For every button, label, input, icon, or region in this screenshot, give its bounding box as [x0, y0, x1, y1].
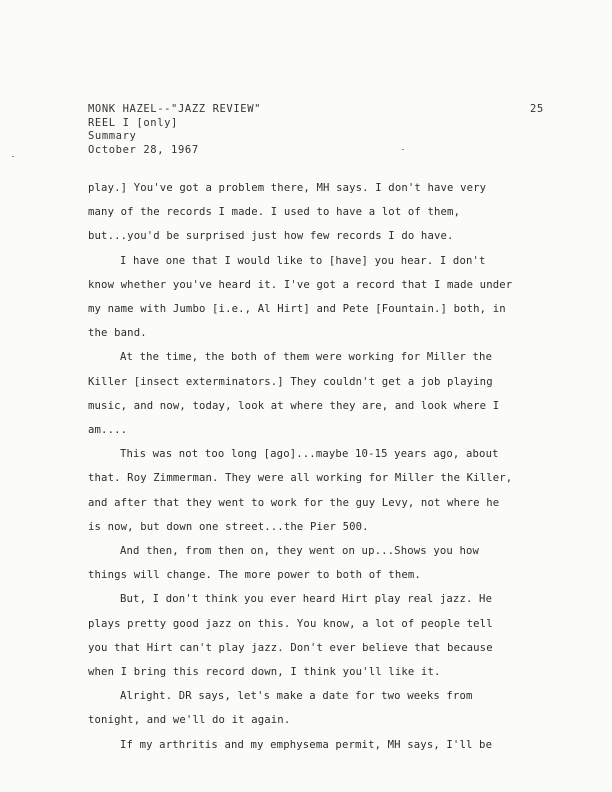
text-line: But, I don't think you ever heard Hirt play real jazz. He	[120, 593, 493, 606]
text-line: plays pretty good jazz on this. You know, a lot of people tell	[88, 617, 493, 630]
text-line: my name with Jumbo [i.e., Al Hirt] and Pete [Fountain.] both, in	[88, 303, 506, 316]
text-line: is now, but down one street...the Pier 500.	[88, 520, 369, 533]
text-line: And then, from then on, they went on up...Shows you how	[120, 545, 480, 558]
header-reel: REEL I [only]	[88, 116, 178, 129]
paragraph	[88, 733, 560, 757]
text-line: when I bring this record down, I think you'll like it.	[88, 666, 441, 679]
text-line: am....	[88, 424, 128, 437]
text-line: At the time, the both of them were working for Miller the	[120, 351, 493, 364]
text-line: you that Hirt can't play jazz. Don't ever believe that because	[88, 641, 493, 654]
text-line: Killer [insect exterminators.] They couldn't get a job playing	[88, 375, 493, 388]
text-line: Alright. DR says, let's make a date for two weeks from	[120, 690, 473, 703]
paragraph	[88, 249, 560, 346]
text-line: the band.	[88, 327, 147, 340]
paragraph	[88, 539, 560, 587]
header-summary: Summary	[88, 130, 137, 142]
text-line: play.] You've got a problem there, MH says. I don't have very	[88, 182, 487, 194]
text-line: This was not too long [ago]...maybe 10-15 years ago, about	[120, 448, 499, 461]
text-line: that. Roy Zimmerman. They were all working for Miller the Killer,	[88, 472, 513, 485]
text-line: many of the records I made. I used to have a lot of them,	[88, 206, 461, 219]
paragraph	[88, 345, 560, 442]
page-number: 25	[530, 103, 544, 115]
paragraph	[88, 587, 560, 684]
paragraph	[88, 442, 560, 539]
text-line: know whether you've heard it. I've got a record that I made under	[88, 278, 513, 291]
text-line: but...you'd be surprised just how few records I do have.	[88, 230, 454, 243]
header-date: October 28, 1967	[88, 143, 199, 156]
header-title: MONK HAZEL--"JAZZ REVIEW"	[88, 103, 262, 115]
text-line: music, and now, today, look at where they are, and look where I	[88, 399, 500, 412]
scan-speck	[402, 149, 404, 150]
paragraph	[88, 684, 560, 732]
transcript-body	[88, 176, 560, 757]
text-line: If my arthritis and my emphysema permit, MH says, I'll be	[120, 738, 493, 751]
text-line: and after that they went to work for the guy Levy, not where he	[88, 496, 500, 509]
text-line: things will change. The more power to both of them.	[88, 569, 421, 582]
text-line: tonight, and we'll do it again.	[88, 714, 291, 727]
text-line: I have one that I would like to [have] you hear. I don't	[120, 254, 486, 267]
paragraph	[88, 176, 560, 249]
transcript-header	[88, 103, 261, 157]
scan-speck	[12, 156, 14, 157]
